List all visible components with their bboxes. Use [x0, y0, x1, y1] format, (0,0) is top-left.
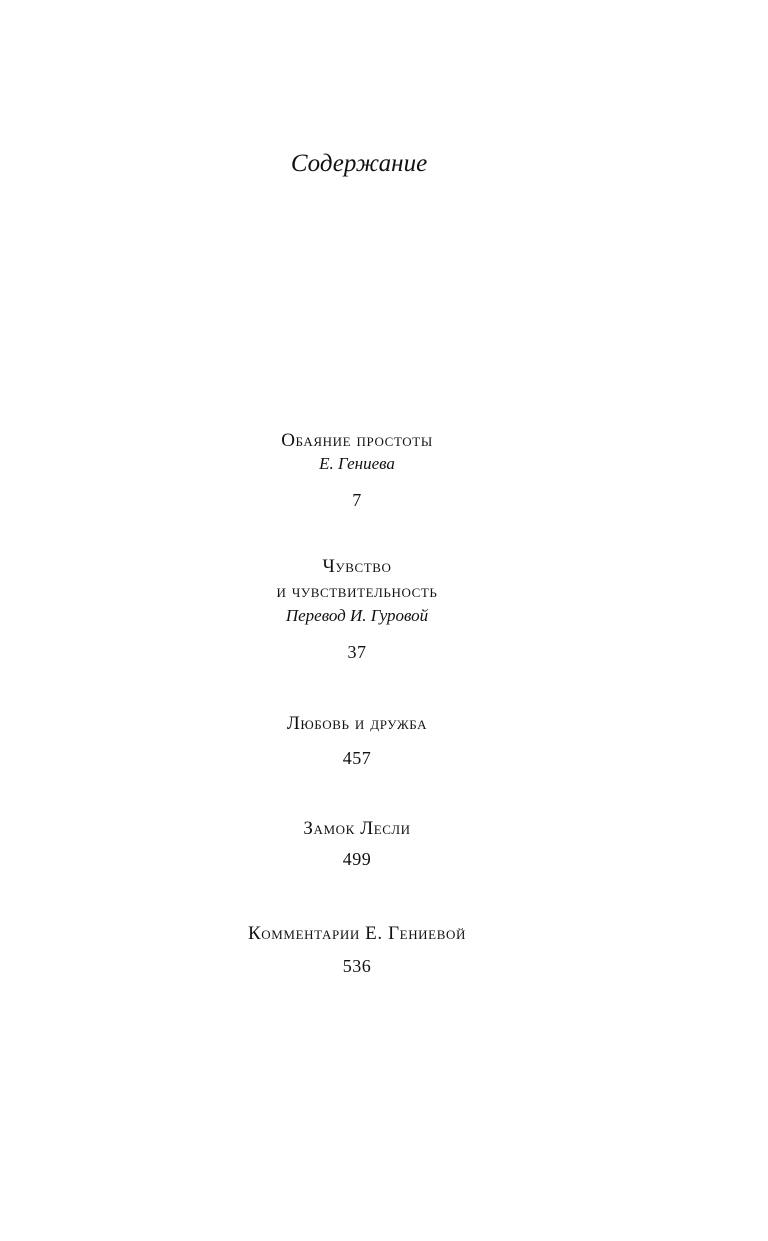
- contents-heading: Содержание: [290, 150, 428, 177]
- toc-entry-page-number: 7: [352, 490, 362, 510]
- toc-entry-author: Е. Гениева: [319, 454, 395, 473]
- toc-entry-page-number: 457: [342, 748, 372, 768]
- toc-entry-translator: Перевод И. Гуровой: [285, 606, 429, 625]
- toc-entry-title: Комментарии Е. Гениевой: [248, 923, 466, 944]
- toc-entry-love-and-friendship: [0, 711, 714, 770]
- toc-entry-title-line-2: и чувствительность: [276, 581, 438, 602]
- toc-entry-page-number: 37: [347, 642, 367, 662]
- toc-entry-page-number: 536: [342, 956, 372, 976]
- toc-entry-page-number: 499: [342, 849, 372, 869]
- toc-entry-sense-and-sensibility: [0, 554, 714, 664]
- toc-entry-title: Обаяние простоты: [281, 430, 433, 451]
- toc-entry-commentary: [0, 921, 714, 978]
- toc-entry-title-line-1: Чувство: [322, 556, 392, 577]
- toc-entry-lesley-castle: [0, 816, 714, 871]
- toc-entry-title: Замок Лесли: [303, 818, 411, 839]
- toc-entry-preface: [0, 428, 714, 512]
- toc-entry-title: Любовь и дружба: [286, 713, 428, 734]
